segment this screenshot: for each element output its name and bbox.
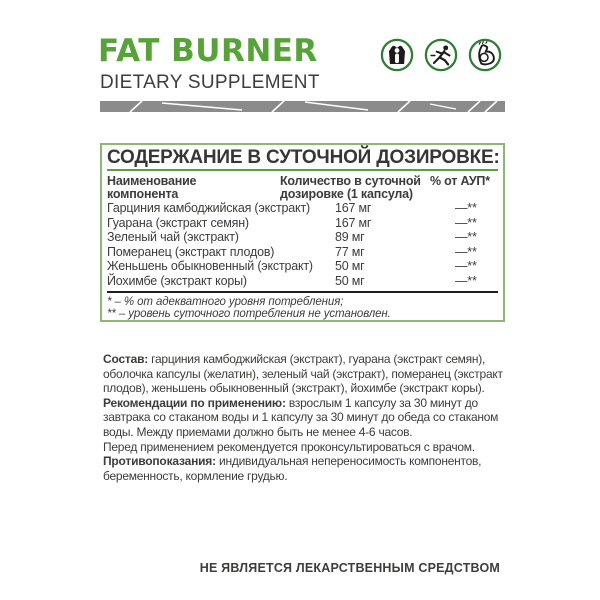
table-row <box>107 216 498 231</box>
contraindications-label: Противопоказания: <box>103 454 216 469</box>
table-footnotes <box>107 296 498 321</box>
product-subtitle: DIETARY SUPPLEMENT <box>100 72 320 93</box>
ingredient-percent: —** <box>455 273 477 288</box>
ingredient-amount: 89 мг <box>335 230 365 245</box>
recommendations-label: Рекомендации по применению: <box>103 395 286 410</box>
consultation-paragraph: Перед применением рекомендуется проконсультироваться с врачом. <box>103 439 475 454</box>
divider-bar <box>100 101 505 112</box>
footnote-aup: * – % от адекватного уровня потребления; <box>107 295 344 308</box>
contraindications-paragraph <box>103 454 507 483</box>
composition-paragraph <box>103 352 507 396</box>
recommendations-text: взрослым 1 капсулу за 30 минут до завтрака со стаканом воды и 1 капсулу за 30 минут до обеда со стаканом воды. Между приемами должно быть не менее 4-6 часов. <box>103 395 499 439</box>
benefit-icons <box>380 38 502 72</box>
ingredient-percent: —** <box>455 244 477 259</box>
column-header-percent: % от АУП* <box>430 174 490 188</box>
ingredient-name: Йохимбе (экстракт коры) <box>107 273 247 288</box>
table-header <box>107 175 498 201</box>
contraindications-text: индивидуальная непереносимость компонентов, беременность, кормление грудью. <box>103 454 482 483</box>
recommendations-paragraph <box>103 396 507 440</box>
composition-text: гарциния камбоджийская (экстракт), гуарана (экстракт семян), оболочка капсулы (желатин), зеленый чай (экстракт), померанец (экстракт плодов), женьшень обыкновенный (экстракт), йохимбе (экстракт коры). <box>103 352 503 396</box>
runner-icon <box>424 38 458 72</box>
composition-label: Состав: <box>103 352 149 366</box>
table-row <box>107 245 498 260</box>
ingredient-name: Гуарана (экстракт семян) <box>107 215 249 230</box>
table-row <box>107 274 498 289</box>
column-header-name: Наименование компонента <box>107 174 197 201</box>
ingredient-name: Женьшень обыкновенный (экстракт) <box>107 259 313 274</box>
ingredient-amount: 167 мг <box>335 201 372 215</box>
ingredient-amount: 167 мг <box>335 215 372 230</box>
dosage-table-title: СОДЕРЖАНИЕ В СУТОЧНОЙ ДОЗИРОВКЕ: <box>107 147 500 168</box>
weight-loss-icon <box>380 38 414 72</box>
ingredient-percent: —** <box>455 230 477 245</box>
label-body-text <box>103 352 507 483</box>
ingredient-amount: 50 мг <box>335 259 365 274</box>
ingredient-name: Померанец (экстракт плодов) <box>107 244 275 259</box>
product-title: FAT BURNER <box>98 33 318 69</box>
ingredient-percent: —** <box>455 201 477 215</box>
black-rule <box>107 291 498 293</box>
ingredient-amount: 50 мг <box>335 273 365 288</box>
ingredient-amount: 77 мг <box>335 244 365 259</box>
green-rule <box>107 169 498 171</box>
bicep-icon <box>468 38 502 72</box>
ingredient-name: Зеленый чай (экстракт) <box>107 230 239 245</box>
ingredient-name: Гарциния камбоджийская (экстракт) <box>107 201 310 215</box>
table-row <box>107 201 498 216</box>
footnote-daily-level: ** – уровень суточного потребления не установлен. <box>107 308 391 321</box>
dosage-table <box>100 143 505 322</box>
ingredient-percent: —** <box>455 259 477 274</box>
table-body <box>107 201 498 289</box>
not-a-medicine-disclaimer: НЕ ЯВЛЯЕТСЯ ЛЕКАРСТВЕННЫМ СРЕДСТВОМ <box>199 561 500 575</box>
table-row <box>107 230 498 245</box>
column-header-amount: Количество в суточной дозировке (1 капсула) <box>280 174 421 201</box>
table-row <box>107 259 498 274</box>
ingredient-percent: —** <box>455 215 477 230</box>
